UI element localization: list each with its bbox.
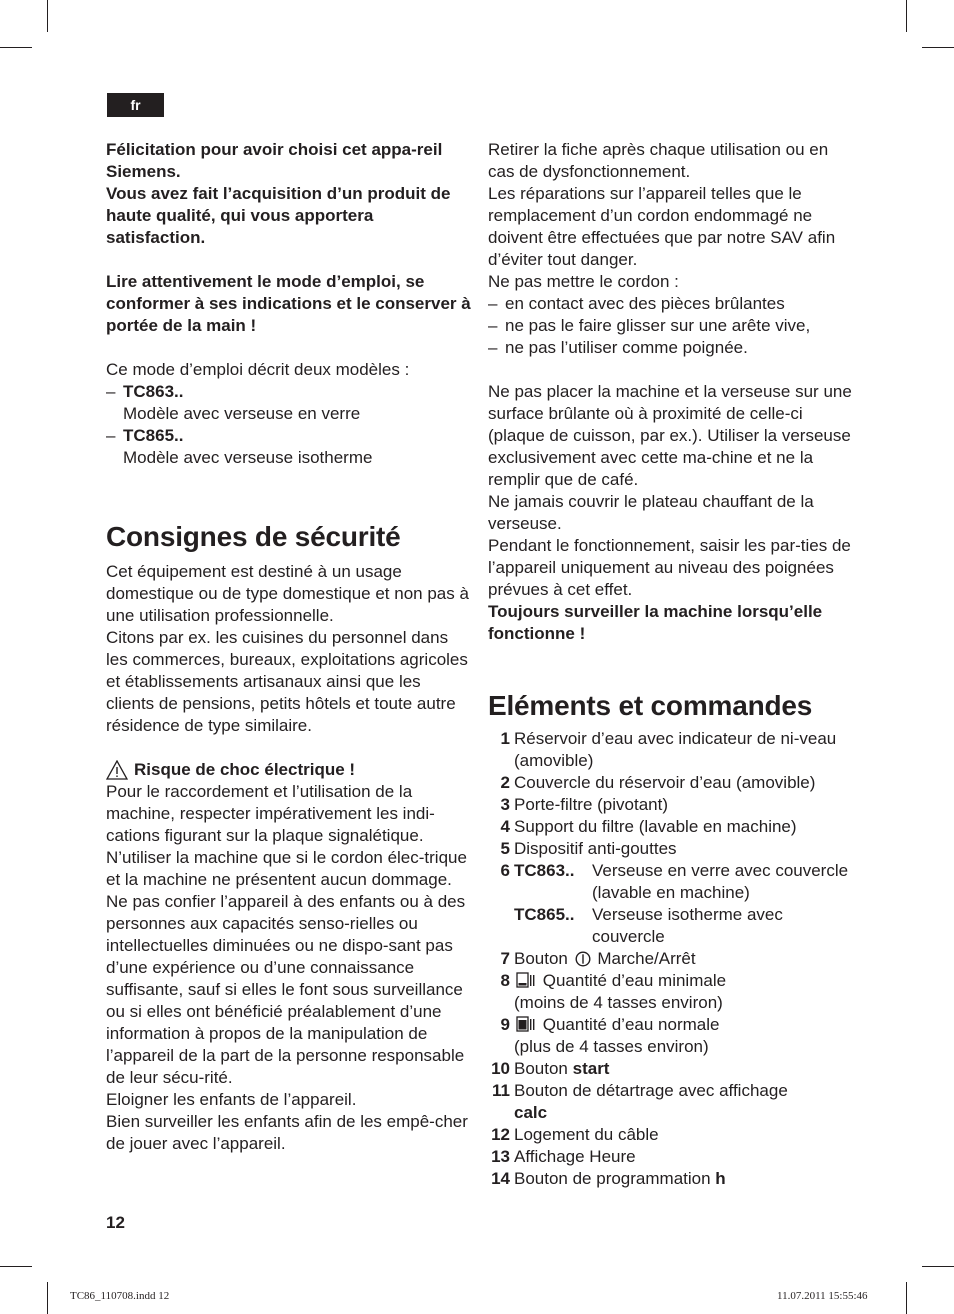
- warning-text: Bien surveiller les enfants afin de les empê-cher de jouer avec l’appareil.: [106, 1112, 468, 1153]
- crop-mark: [922, 1266, 954, 1267]
- item-number: 5: [500, 839, 510, 858]
- item-number: 10: [491, 1059, 510, 1078]
- dash-bullet: –: [488, 294, 498, 313]
- list-item: [488, 1058, 858, 1080]
- safety-text: Ne pas mettre le cordon :: [488, 272, 679, 291]
- crop-mark: [906, 1282, 907, 1314]
- cord-item-text: en contact avec des pièces brûlantes: [505, 294, 785, 313]
- item-number: 2: [500, 773, 510, 792]
- warning-title: Risque de choc électrique !: [134, 760, 356, 779]
- item-number: 9: [500, 1015, 510, 1034]
- item-text: Couvercle du réservoir d’eau (amovible): [514, 773, 816, 792]
- list-item: [488, 728, 858, 772]
- safety-text: Ne jamais couvrir le plateau chauffant de la verseuse.: [488, 492, 814, 533]
- safety-text: Pendant le fonctionnement, saisir les par-ties de l’appareil uniquement au niveau des poignées prévues à cet effet.: [488, 536, 851, 599]
- model-code: TC863..: [123, 382, 184, 401]
- model-desc: Verseuse en verre avec couvercle (lavable en machine): [592, 861, 849, 902]
- warning-text: N’utiliser la machine que si le cordon élec-trique et la machine ne présentent aucun dommage.: [106, 848, 467, 889]
- safety-text: Ne pas placer la machine et la verseuse sur une surface brûlante où à proximité de celle-ci (plaque de cuisson, par ex.). Utiliser la verseuse exclusivement avec cette ma-chine et ne la remplir que de café.: [488, 382, 852, 489]
- model-desc: Verseuse isotherme avec couvercle: [592, 905, 783, 946]
- crop-mark: [0, 1266, 32, 1267]
- item-keyword: h: [715, 1169, 726, 1188]
- list-item: [488, 1124, 858, 1146]
- footer-filename: TC86_110708.indd 12: [70, 1290, 170, 1302]
- safety-text: Les réparations sur l’appareil telles que le remplacement d’un cordon endommagé ne doivent être effectuées que par notre SAV afin d’éviter tout danger.: [488, 184, 836, 269]
- item-text: Porte-filtre (pivotant): [514, 795, 668, 814]
- item-number: 12: [491, 1125, 510, 1144]
- warning-text: Eloigner les enfants de l’appareil.: [106, 1090, 357, 1109]
- item-number: 8: [500, 971, 510, 990]
- list-item: [488, 1168, 858, 1190]
- item-text: (moins de 4 tasses environ): [514, 993, 723, 1012]
- warning-heading: [106, 759, 471, 781]
- list-item: [488, 948, 858, 970]
- item-number: 6: [500, 861, 510, 880]
- item-number: 3: [500, 795, 510, 814]
- item-number: 4: [500, 817, 510, 836]
- item-text: Quantité d’eau normale: [542, 1015, 720, 1034]
- cord-item-text: ne pas le faire glisser sur une arête vive,: [505, 316, 811, 335]
- warning-triangle-icon: [106, 760, 128, 780]
- cup-low-icon: [516, 972, 536, 989]
- item-text: Quantité d’eau minimale: [542, 971, 727, 990]
- cord-item-text: ne pas l’utiliser comme poignée.: [505, 338, 748, 357]
- safety-heading: Consignes de sécurité: [106, 521, 401, 552]
- right-column: [488, 139, 858, 1190]
- model-item: [106, 381, 471, 403]
- elements-list: [488, 728, 858, 1190]
- model-code: TC865..: [123, 426, 184, 445]
- item-text: Affichage Heure: [514, 1147, 636, 1166]
- intro-read-manual: Lire attentivement le mode d’emploi, se conformer à ses indications et le conserver à portée de la main !: [106, 272, 471, 335]
- cord-item: [488, 293, 858, 315]
- power-icon: [575, 951, 591, 967]
- crop-mark: [0, 47, 32, 48]
- item-text: Bouton: [514, 1059, 568, 1078]
- list-item: [488, 1146, 858, 1168]
- item-number: 14: [491, 1169, 510, 1188]
- item-text: Logement du câble: [514, 1125, 659, 1144]
- intro-quality: Vous avez fait l’acquisition d’un produit de haute qualité, qui vous apportera satisfaction.: [106, 184, 451, 247]
- cup-full-icon: [516, 1016, 536, 1033]
- model-variant: [514, 904, 858, 948]
- item-text: Bouton de programmation: [514, 1169, 711, 1188]
- item-text: Dispositif anti-gouttes: [514, 839, 677, 858]
- item-text: Marche/Arrêt: [597, 949, 696, 968]
- cord-item: [488, 315, 858, 337]
- item-number: 13: [491, 1147, 510, 1166]
- model-code: TC863..: [514, 861, 575, 880]
- dash-bullet: –: [106, 382, 116, 401]
- crop-mark: [906, 0, 907, 32]
- warning-text: Ne pas confier l’appareil à des enfants ou à des personnes aux capacités senso-rielles ou intellectuelles diminuées ou ne dispo-sant pas d’une expérience ou d’une connaissance suffisante, sauf si elles le font sous surveillance ou si elles ont bénéficié préalablement d’une information à propos de la manipulation de l’appareil de la part de la personne responsable de leur sécu-rité.: [106, 892, 466, 1087]
- item-keyword: calc: [514, 1103, 548, 1122]
- item-text: Bouton: [514, 949, 568, 968]
- crop-mark: [922, 47, 954, 48]
- list-item: [488, 838, 858, 860]
- model-item: [106, 425, 471, 447]
- item-text: Réservoir d’eau avec indicateur de ni-veau (amovible): [514, 729, 837, 770]
- left-column: [106, 139, 471, 1155]
- models-intro: Ce mode d’emploi décrit deux modèles :: [106, 360, 410, 379]
- list-item: [488, 860, 858, 948]
- crop-mark: [47, 0, 48, 32]
- item-text: Bouton de détartrage avec affichage: [514, 1081, 788, 1100]
- dash-bullet: –: [106, 426, 116, 445]
- item-keyword: start: [572, 1059, 610, 1078]
- list-item: [488, 794, 858, 816]
- item-text: Support du filtre (lavable en machine): [514, 817, 797, 836]
- list-item: [488, 1014, 858, 1058]
- safety-text: Retirer la fiche après chaque utilisation ou en cas de dysfonctionnement.: [488, 140, 829, 181]
- warning-text: Pour le raccordement et l’utilisation de la machine, respecter impérativement les indi-cations figurant sur la plaque signalétique.: [106, 782, 435, 845]
- footer-timestamp: 11.07.2011 15:55:46: [777, 1290, 868, 1302]
- page-number: 12: [106, 1213, 125, 1232]
- list-item: [488, 816, 858, 838]
- safety-bold-warning: Toujours surveiller la machine lorsqu’elle fonctionne !: [488, 602, 823, 643]
- item-number: 1: [500, 729, 510, 748]
- list-item: [488, 772, 858, 794]
- list-item: [488, 1080, 858, 1124]
- item-number: 11: [492, 1081, 510, 1100]
- model-desc: Modèle avec verseuse isotherme: [123, 448, 373, 467]
- model-code: TC865..: [514, 905, 575, 924]
- model-variant: [514, 860, 858, 904]
- safety-examples: Citons par ex. les cuisines du personnel dans les commerces, bureaux, exploitations agricoles et établissements artisanaux ainsi que les clients de pensions, petits hôtels et toute autre résidence de type similaire.: [106, 628, 468, 735]
- safety-usage: Cet équipement est destiné à un usage domestique ou de type domestique et non pas à une utilisation professionnelle.: [106, 562, 469, 625]
- cord-item: [488, 337, 858, 359]
- list-item: [488, 970, 858, 1014]
- item-number: 7: [500, 949, 510, 968]
- model-desc: Modèle avec verseuse en verre: [123, 404, 361, 423]
- intro-congrats: Félicitation pour avoir choisi cet appa-reil Siemens.: [106, 140, 443, 181]
- language-tab: fr: [107, 93, 164, 117]
- crop-mark: [47, 1282, 48, 1314]
- dash-bullet: –: [488, 316, 498, 335]
- elements-heading: Eléments et commandes: [488, 690, 813, 721]
- dash-bullet: –: [488, 338, 498, 357]
- item-text: (plus de 4 tasses environ): [514, 1037, 709, 1056]
